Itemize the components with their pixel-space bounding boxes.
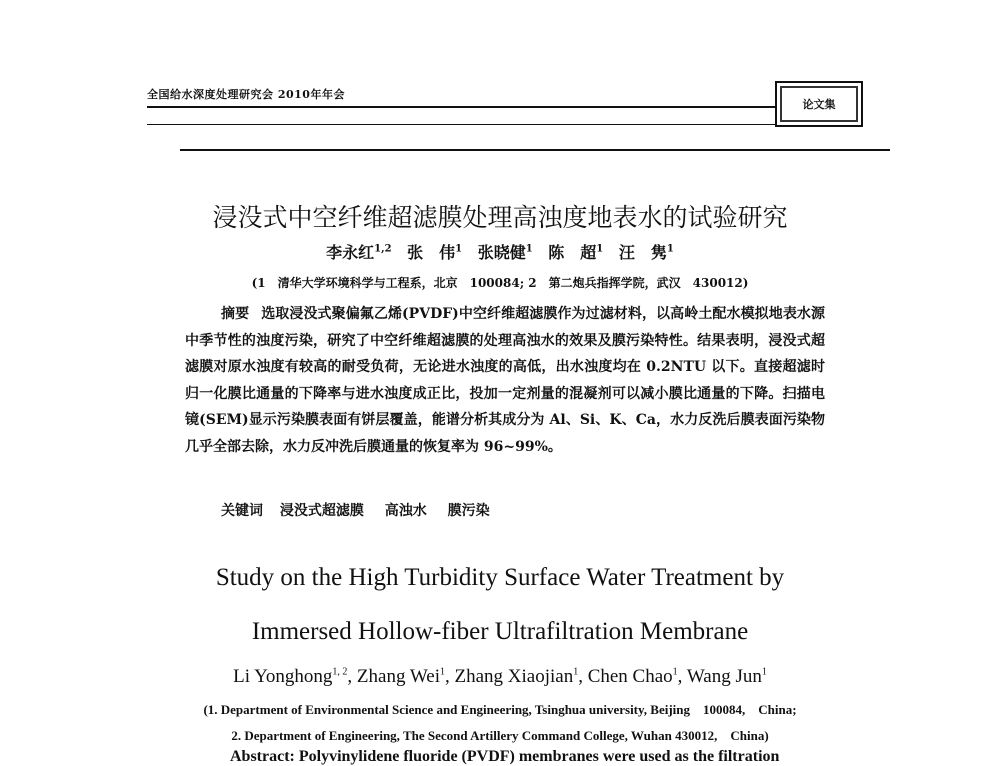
author-cn: 汪 隽$^1$ bbox=[618, 243, 674, 262]
author-en: Li Yonghong$^{1, 2}$ bbox=[233, 666, 348, 687]
title-cn: 浸没式中空纤维超滤膜处理高浊度地表水的试验研究 bbox=[212, 203, 788, 232]
author-en: Zhang Wei$^1$ bbox=[356, 666, 445, 687]
author-cn: 张 伟$^1$ bbox=[407, 243, 463, 262]
authors-cn bbox=[0, 240, 1000, 263]
keyword: 浸没式超滤膜 bbox=[279, 503, 364, 519]
title-en-line1: Study on the High Turbidity Surface Water Treatment by bbox=[215, 564, 785, 591]
authors-en: Li Yonghong$^{1, 2}$, Zhang Wei$^1$, Zhang Xiaojian$^1$, Chen Chao$^1$, Wang Jun$^1$ bbox=[233, 666, 767, 687]
affiliation-en-line1: (1. Department of Environmental Science and Engineering, Tsinghua university, Beijing 100084, China; bbox=[203, 702, 797, 717]
author-en: Wang Jun$^1$ bbox=[686, 666, 767, 687]
author-cn: 李永红$^{1,2}$ bbox=[326, 243, 392, 262]
author-cn: 陈 超$^1$ bbox=[548, 243, 604, 262]
author-en: Zhang Xiaojian$^1$ bbox=[454, 666, 579, 687]
header-rule-top bbox=[147, 106, 775, 108]
keywords-cn bbox=[185, 498, 825, 525]
abstract-label: 摘要 bbox=[221, 306, 250, 322]
title-en-line2: Immersed Hollow-fiber Ultrafiltration Membrane bbox=[251, 618, 749, 645]
header-rule-mid bbox=[147, 124, 775, 125]
abstract-en-partial: Abstract: Polyvinylidene fluoride (PVDF) membranes were used as the filtration bbox=[230, 748, 780, 765]
header-rule-bottom bbox=[180, 149, 890, 151]
affiliation-cn: (1 清华大学环境科学与工程系，北京 100084; 2 第二炮兵指挥学院，武汉 430012) bbox=[251, 276, 749, 290]
section-tag-box bbox=[775, 81, 863, 127]
author-en: Chen Chao$^1$ bbox=[587, 666, 678, 687]
affiliation-en-line2: 2. Department of Engineering, The Second Artillery Command College, Wuhan 430012, China) bbox=[231, 728, 769, 743]
section-tag: 论文集 bbox=[802, 98, 836, 111]
conference-header: 全国给水深度处理研究会 2010年年会 bbox=[147, 88, 345, 101]
abstract-text: 选取浸没式聚偏氟乙烯(PVDF)中空纤维超滤膜作为过滤材料，以高岭土配水模拟地表水源中季节性的浊度污染，研究了中空纤维超滤膜的处理高浊水的效果及膜污染特性。结果表明，浸没式超滤膜对原水浊度有较高的耐受负荷，无论进水浊度的高低，出水浊度均在 0.2NTU 以下。直接超滤时归一化膜比通量的下降率与进水浊度成正比，投加一定剂量的混凝剂可以减小膜比通量的下降。扫描电镜(SEM)显示污染膜表面有饼层覆盖，能谱分析其成分为 Al、Si、K、Ca，水力反洗后膜表面污染物几乎全部去除，水力反冲洗后膜通量的恢复率为 96~99%。 bbox=[185, 306, 826, 455]
abstract-cn bbox=[185, 301, 825, 460]
keywords-label: 关键词 bbox=[221, 503, 263, 519]
keyword: 膜污染 bbox=[447, 503, 490, 519]
author-cn: 张晓健$^1$ bbox=[477, 243, 533, 262]
keyword: 高浊水 bbox=[384, 503, 427, 519]
